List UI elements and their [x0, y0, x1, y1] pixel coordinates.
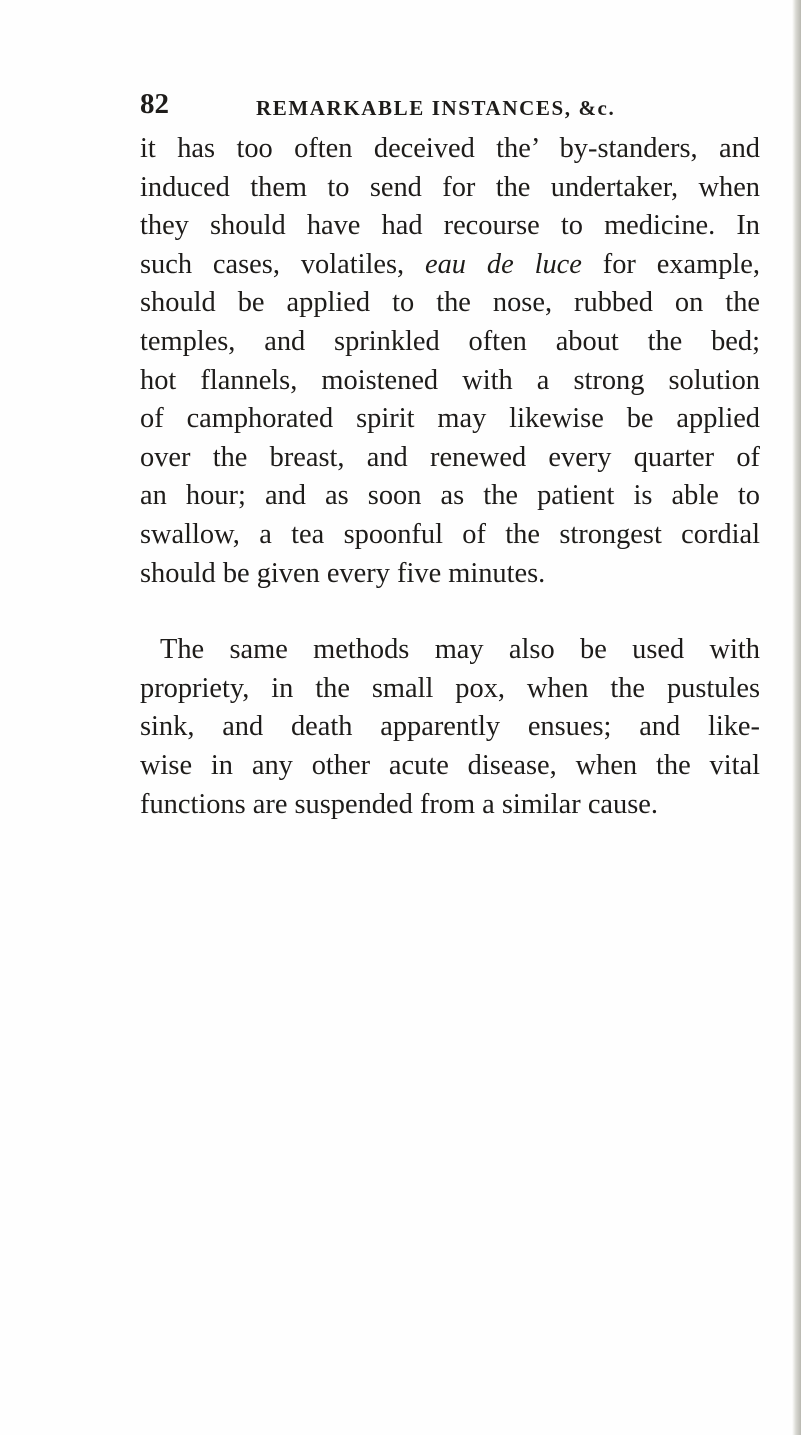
- text-line: sink, and death apparently ensues; and like-: [140, 711, 760, 743]
- running-head: [140, 88, 768, 128]
- paragraph-gap: [140, 593, 768, 631]
- text-line: of camphorated spirit may likewise be applied: [140, 403, 760, 435]
- text-line: should be applied to the nose, rubbed on the: [140, 287, 760, 319]
- text-line: The same methods may also be used with: [160, 634, 760, 666]
- text-line: wise in any other acute disease, when the vital: [140, 749, 760, 781]
- text-line: should be given every five minutes.: [140, 557, 546, 589]
- body-text: [140, 130, 768, 824]
- text-line: an hour; and as soon as the patient is able to: [140, 480, 760, 512]
- text-line: hot flannels, moistened with a strong solution: [140, 364, 760, 396]
- text-line-with-italic: [140, 246, 760, 285]
- text-segment: such cases, volatiles,: [140, 248, 425, 280]
- text-line: swallow, a tea spoonful of the strongest cordial: [140, 518, 760, 550]
- text-line: induced them to send for the undertaker, when: [140, 171, 760, 203]
- paragraph-2: [140, 631, 768, 824]
- running-title: REMARKABLE INSTANCES, &c.: [256, 96, 616, 120]
- text-line: they should have had recourse to medicine. In: [140, 210, 760, 242]
- text-line: temples, and sprinkled often about the bed;: [140, 325, 760, 357]
- text-line: it has too often deceived the’ by-standers, and: [140, 133, 760, 164]
- book-page: [140, 88, 768, 824]
- text-line: propriety, in the small pox, when the pustules: [140, 672, 760, 704]
- text-line: functions are suspended from a similar cause.: [140, 788, 658, 820]
- paragraph-1: [140, 130, 768, 593]
- page-edge-shadow: [792, 0, 801, 1435]
- italic-term: eau de luce: [425, 248, 582, 280]
- text-line: over the breast, and renewed every quarter of: [140, 441, 760, 473]
- page-number: 82: [140, 88, 169, 120]
- text-segment: for example,: [581, 248, 761, 280]
